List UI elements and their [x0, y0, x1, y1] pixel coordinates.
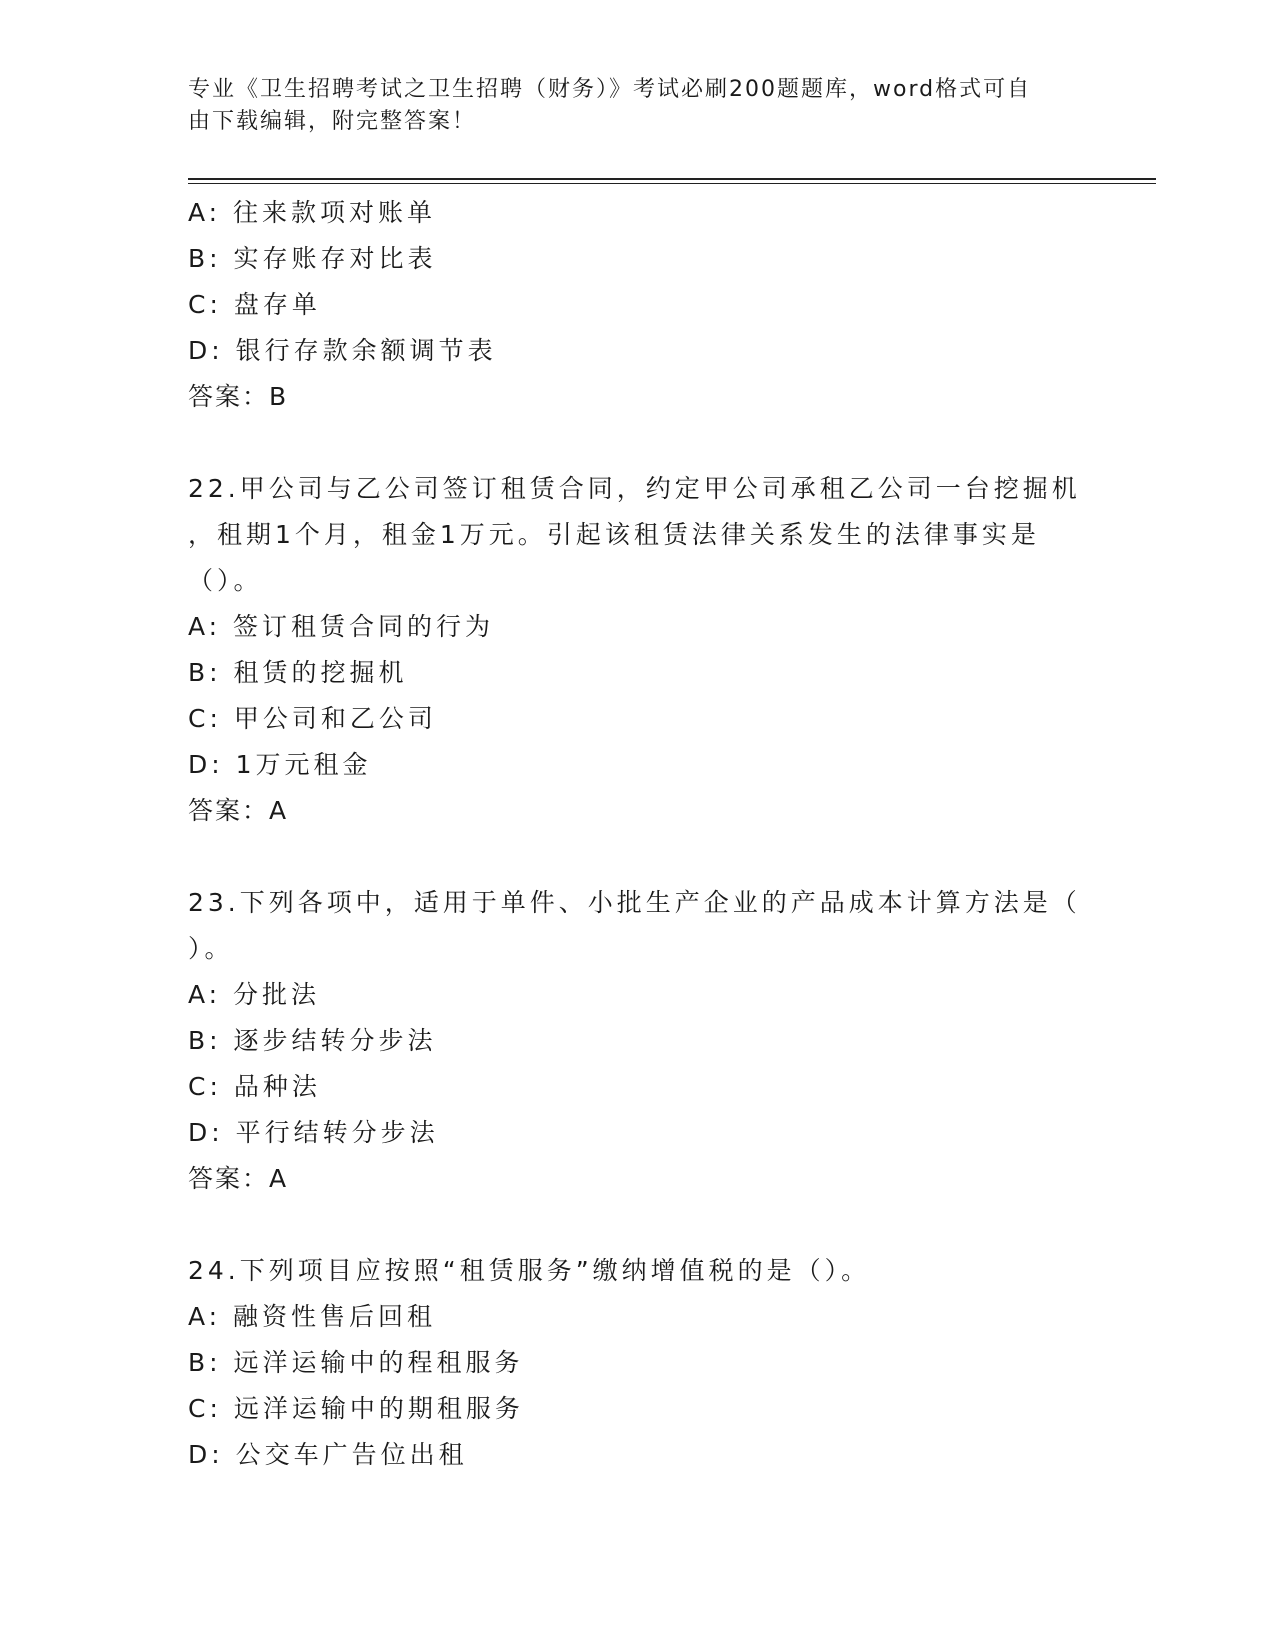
answer: 答案：B	[188, 382, 289, 411]
question-22	[188, 466, 1088, 834]
header-divider-thick	[188, 178, 1156, 180]
option-a: A: 融资性售后回租	[188, 1302, 437, 1331]
question-23	[188, 880, 1088, 1202]
option-a: A: 签订租赁合同的行为	[188, 612, 495, 641]
document-header	[188, 74, 1088, 138]
option-d: D: 1万元租金	[188, 750, 372, 779]
answer: 答案：A	[188, 1164, 289, 1193]
option-d: D: 公交车广告位出租	[188, 1440, 468, 1469]
option-b: B: 租赁的挖掘机	[188, 658, 408, 687]
option-a: A: 往来款项对账单	[188, 198, 437, 227]
option-c: C: 甲公司和乙公司	[188, 704, 437, 733]
header-divider-thin	[188, 183, 1156, 184]
question-stem-line: 23.下列各项中，适用于单件、小批生产企业的产品成本计算方法是（	[188, 888, 1081, 917]
header-title-line-1: 专业《卫生招聘考试之卫生招聘（财务）》考试必刷200题题库，word格式可自	[188, 77, 1032, 102]
question-stem-line: ，租期1个月，租金1万元。引起该租赁法律关系发生的法律事实是	[188, 520, 1040, 549]
option-b: B: 实存账存对比表	[188, 244, 437, 273]
question-list	[188, 190, 1088, 1478]
option-d: D: 银行存款余额调节表	[188, 336, 497, 365]
question-stem-line: 22.甲公司与乙公司签订租赁合同，约定甲公司承租乙公司一台挖掘机	[188, 474, 1081, 503]
spacer	[188, 834, 1088, 880]
question-stem-line: 24.下列项目应按照“租赁服务”缴纳增值税的是（）。	[188, 1256, 871, 1285]
question-stem-line: ）。	[188, 934, 234, 963]
option-c: C: 盘存单	[188, 290, 321, 319]
question-24	[188, 1248, 1088, 1478]
option-c: C: 品种法	[188, 1072, 321, 1101]
question-21	[188, 190, 1088, 420]
answer: 答案：A	[188, 796, 289, 825]
option-d: D: 平行结转分步法	[188, 1118, 439, 1147]
question-stem-line: （）。	[188, 566, 263, 595]
option-c: C: 远洋运输中的期租服务	[188, 1394, 524, 1423]
option-b: B: 逐步结转分步法	[188, 1026, 437, 1055]
header-title-line-2: 由下载编辑，附完整答案！	[188, 109, 477, 134]
spacer	[188, 1202, 1088, 1248]
option-a: A: 分批法	[188, 980, 321, 1009]
spacer	[188, 420, 1088, 466]
option-b: B: 远洋运输中的程租服务	[188, 1348, 524, 1377]
